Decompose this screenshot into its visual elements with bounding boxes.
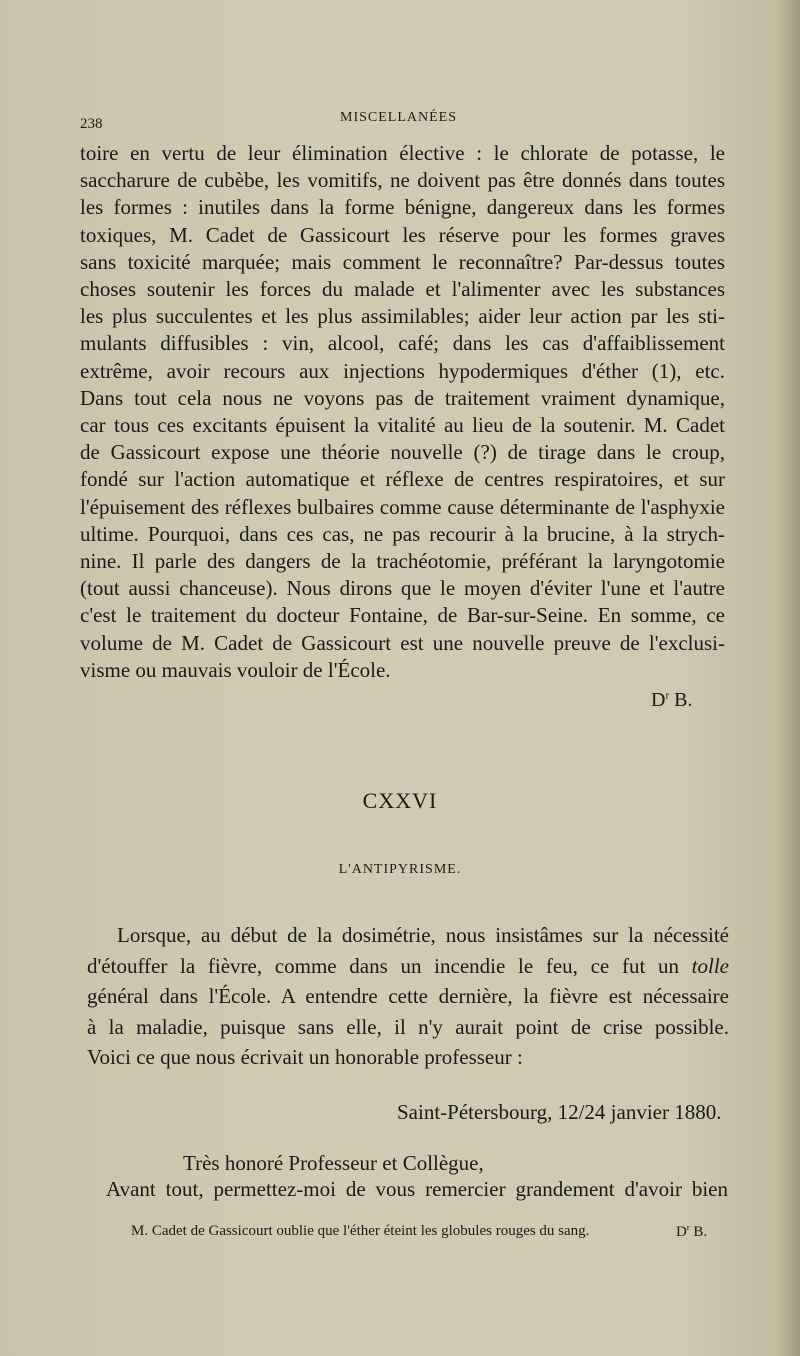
text-line: visme ou mauvais vouloir de l'École.	[80, 657, 391, 682]
footnote-signature	[676, 1223, 707, 1241]
text-line: car tous ces excitants épuisent la vitalité au lieu de la soutenir. M. Cadet	[80, 413, 725, 438]
text-line: de Gassicourt expose une théorie nouvelle (?) de tirage dans le croup,	[80, 440, 725, 465]
text-line: sans toxicité marquée; mais comment le reconnaître? Par-dessus toutes	[80, 249, 725, 274]
footnote-text: M. Cadet de Gassicourt oublie que l'éther éteint les globules rouges du sang.	[131, 1223, 590, 1239]
text-line: mulants diffusibles : vin, alcool, café; dans les cas d'affaiblissement	[80, 331, 725, 356]
text-segment: d'étouffer la fièvre, comme dans un incendie le feu, ce fut un	[87, 953, 692, 978]
text-line: nine. Il parle des dangers de la trachéotomie, préférant la laryngotomie	[80, 549, 725, 574]
signature-prefix: D	[651, 689, 666, 711]
footnote-sig-name: B.	[689, 1224, 708, 1240]
text-line: Lorsque, au début de la dosimétrie, nous insistâmes sur la nécessité	[117, 923, 729, 947]
text-line	[87, 951, 729, 982]
text-line: les formes : inutiles dans la forme bénigne, dangereux dans les formes	[80, 195, 725, 220]
text-line: l'épuisement des réflexes bulbaires comme cause déterminante de l'asphyxie	[80, 494, 725, 519]
chapter-number: CXXVI	[362, 788, 438, 813]
page-spine-shadow	[778, 0, 800, 1356]
text-line: c'est le traitement du docteur Fontaine, de Bar-sur-Seine. En somme, ce	[80, 603, 725, 628]
text-line: choses soutenir les forces du malade et l'alimenter avec les substances	[80, 277, 725, 302]
footnote-sig-prefix: D	[676, 1224, 687, 1240]
page-header	[80, 110, 730, 134]
signature-name: B.	[669, 689, 693, 711]
footnote-sig-superscript: r	[686, 1223, 690, 1232]
paragraph-2	[87, 920, 729, 1073]
letter-salutation: Très honoré Professeur et Collègue,	[183, 1151, 484, 1175]
paragraph-1	[80, 140, 725, 684]
chapter-title: L'ANTIPYRISME.	[338, 862, 462, 877]
running-title: MISCELLANÉES	[340, 110, 457, 125]
author-signature	[651, 689, 692, 712]
text-line: à la maladie, puisque sans elle, il n'y aurait point de crise possible.	[87, 1014, 729, 1039]
text-line: Dans tout cela nous ne voyons pas de traitement vraiment dynamique,	[80, 385, 725, 410]
text-line: Voici ce que nous écrivait un honorable professeur :	[87, 1045, 523, 1069]
text-line: saccharure de cubèbe, les vomitifs, ne doivent pas être donnés dans toutes	[80, 168, 725, 193]
text-line: ultime. Pourquoi, dans ces cas, ne pas recourir à la brucine, à la strych-	[80, 521, 725, 546]
letter-first-line: Avant tout, permettez-moi de vous remercier grandement d'avoir bien	[106, 1177, 728, 1201]
text-line: toire en vertu de leur élimination élective : le chlorate de potasse, le	[80, 141, 725, 165]
text-line: volume de M. Cadet de Gassicourt est une nouvelle preuve de l'exclusi-	[80, 630, 725, 655]
page-number: 238	[80, 116, 103, 132]
text-line: extrême, avoir recours aux injections hypodermiques d'éther (1), etc.	[80, 358, 725, 383]
text-line: (tout aussi chanceuse). Nous dirons que le moyen d'éviter l'une et l'autre	[80, 576, 725, 601]
text-line: les plus succulentes et les plus assimilables; aider leur action par les sti-	[80, 304, 725, 329]
letter-date: Saint-Pétersbourg, 12/24 janvier 1880.	[397, 1100, 722, 1124]
italic-term: tolle	[691, 953, 729, 978]
text-line: toxiques, M. Cadet de Gassicourt les réserve pour les formes graves	[80, 222, 725, 247]
text-line: général dans l'École. A entendre cette dernière, la fièvre est nécessaire	[87, 984, 729, 1008]
text-line: fondé sur l'action automatique et réflexe de centres respiratoires, et sur	[80, 467, 725, 492]
signature-superscript: r	[665, 689, 670, 702]
